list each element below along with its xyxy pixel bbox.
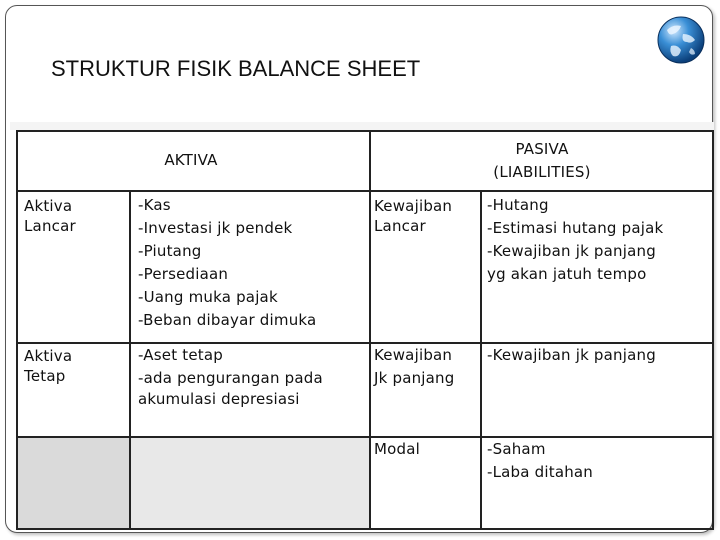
- header-aktiva: AKTIVA: [164, 151, 218, 169]
- list-item: yg akan jatuh tempo: [487, 265, 647, 283]
- list-item: -Laba ditahan: [487, 463, 594, 481]
- list-item: -Piutang: [138, 242, 202, 260]
- list-item: akumulasi depresiasi: [138, 390, 300, 408]
- aktiva-lancar-items: [138, 194, 316, 332]
- aktiva-lancar-label: Aktiva Lancar: [24, 197, 76, 235]
- list-item: -Investasi jk pendek: [138, 219, 293, 237]
- list-item: -Saham: [487, 440, 546, 458]
- list-item: -Kas: [138, 196, 171, 214]
- kewajiban-lancar-items: [487, 194, 663, 286]
- list-item: -Estimasi hutang pajak: [487, 219, 664, 237]
- header-pasiva: PASIVA (LIABILITIES): [493, 140, 591, 181]
- modal-label: Modal: [374, 440, 420, 458]
- kewajiban-jk-panjang-label: Kewajiban Jk panjang: [374, 346, 455, 387]
- list-item: -Kewajiban jk panjang: [487, 242, 656, 260]
- slide-title: STRUKTUR FISIK BALANCE SHEET: [51, 56, 421, 81]
- kewajiban-lancar-label: Kewajiban Lancar: [374, 197, 453, 235]
- kewajiban-jk-panjang-items: [487, 344, 656, 367]
- list-item: -Hutang: [487, 196, 549, 214]
- list-item: -Kewajiban jk panjang: [487, 346, 656, 364]
- list-item: -ada pengurangan pada: [138, 369, 323, 387]
- globe-icon: [655, 14, 707, 66]
- list-item: -Uang muka pajak: [138, 288, 278, 306]
- modal-items: [487, 438, 593, 484]
- list-item: -Persediaan: [138, 265, 229, 283]
- aktiva-tetap-items: [138, 344, 323, 408]
- list-item: -Aset tetap: [138, 346, 223, 364]
- list-item: -Beban dibayar dimuka: [138, 311, 317, 329]
- aktiva-tetap-label: Aktiva Tetap: [24, 347, 73, 385]
- balance-sheet-table: [10, 122, 714, 532]
